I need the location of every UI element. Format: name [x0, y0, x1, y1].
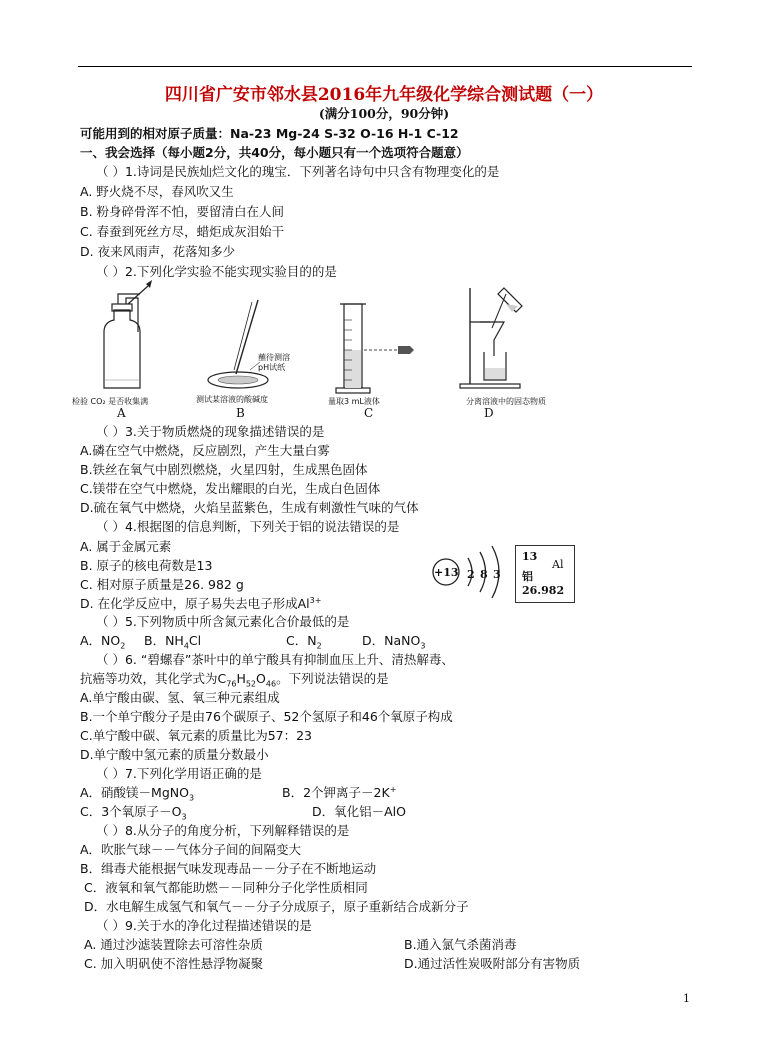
- element-atomic-mass: 26.982: [522, 584, 565, 597]
- question-4-option-d: D. 在化学反应中，原子易失去电子形成$Al^{3+}$: [80, 595, 322, 611]
- question-5-option-a: A．$NO_2$: [80, 633, 126, 651]
- question-8-stem: （ ）8.从分子的角度分析，下列解释错误的是: [96, 823, 350, 838]
- question-6-option-d: D.单宁酸中氢元素的质量分数最小: [80, 747, 269, 762]
- header-rule: [78, 66, 692, 67]
- element-atomic-number: 13: [522, 550, 538, 563]
- question-3-option-a: A.磷在空气中燃烧，反应剧烈，产生大量白雾: [80, 443, 330, 458]
- figure-c-cylinder: [330, 300, 420, 396]
- question-7-option-b: B．2个钾离子－2K+: [282, 784, 397, 800]
- question-8-option-d: D．水电解生成氢气和氧气－－分子分成原子，原子重新结合成新分子: [84, 899, 469, 914]
- question-6-option-a: A.单宁酸由碳、氢、氧三种元素组成: [80, 690, 280, 705]
- section-heading: 一、我会选择（每小题2分，共40分，每小题只有一个选项符合题意）: [80, 145, 469, 160]
- question-1-option-b: B. 粉身碎骨浑不怕，要留清白在人间: [80, 204, 285, 219]
- page-title: 四川省广安市邻水县2016年九年级化学综合测试题（一）: [164, 85, 604, 105]
- figure-b-caption: 测试某溶液的酸碱度: [196, 395, 268, 404]
- question-1-option-d: D. 夜来风雨声，花落知多少: [80, 244, 236, 259]
- figure-a-letter: A: [117, 406, 126, 420]
- question-5-option-c: C．$N_2$: [286, 633, 322, 651]
- figure-b-letter: B: [236, 406, 245, 420]
- question-6-option-c: C.单宁酸中碳、氧元素的质量比为57：23: [80, 728, 313, 743]
- question-7-option-a: A．硝酸镁－MgNO$_3$: [80, 785, 195, 803]
- atom-shell-1: 2: [467, 568, 475, 581]
- question-3-option-d: D.硫在氧气中燃烧，火焰呈蓝紫色，生成有刺激性气味的气体: [80, 500, 419, 515]
- page-subtitle: (满分100分，90分钟): [318, 106, 450, 121]
- question-8-option-b: B．缉毒犬能根据气味发现毒品－－分子在不断地运动: [80, 861, 377, 876]
- question-8-option-c: C．液氧和氧气都能助燃－－同种分子化学性质相同: [84, 880, 368, 895]
- question-9-option-c: C. 加入明矾使不溶性悬浮物凝聚: [84, 956, 264, 971]
- question-9-option-a: A. 通过沙滤装置除去可溶性杂质: [84, 937, 263, 952]
- atom-nucleus-label: +13: [434, 566, 459, 579]
- question-8-option-a: A．吹胀气球－－气体分子间的间隔变大: [80, 842, 302, 857]
- question-5-option-d: D．NaNO$_3$: [362, 633, 426, 651]
- question-3-option-b: B.铁丝在氧气中剧烈燃烧，火星四射，生成黑色固体: [80, 462, 368, 477]
- figure-b-label-paper: pH试纸: [258, 363, 286, 372]
- question-9-option-d: D.通过活性炭吸附部分有害物质: [404, 956, 581, 971]
- question-4-stem: （ ）4.根据图的信息判断，下列关于铝的说法错误的是: [96, 519, 400, 534]
- figure-a-gas-bottle: [90, 292, 160, 392]
- question-7-option-c: C．3个氧原子$-O_3$: [80, 804, 187, 822]
- question-2-stem: （ ）2.下列化学实验不能实现实验目的的是: [96, 264, 337, 279]
- page-number: 1: [683, 992, 690, 1005]
- question-1-option-c: C. 春蚕到死丝方尽，蜡炬成灰泪始干: [80, 224, 285, 239]
- element-symbol: Al: [552, 558, 564, 571]
- question-4-option-c: C. 相对原子质量是26. 982 g: [80, 577, 244, 592]
- figure-b-label-liquid: 蘸待测溶: [258, 353, 290, 362]
- question-4-option-b: B. 原子的核电荷数是13: [80, 558, 213, 573]
- figure-d-letter: D: [484, 406, 494, 420]
- question-7-option-d: D．氧化铝－AlO: [312, 804, 406, 819]
- element-name: 铝: [522, 570, 533, 583]
- question-1-stem: （ ）1.诗词是民族灿烂文化的瑰宝．下列著名诗句中只含有物理变化的是: [96, 164, 500, 179]
- figure-d-caption: 分离溶液中的固态物质: [466, 397, 546, 406]
- question-1-option-a: A. 野火烧不尽，春风吹又生: [80, 184, 234, 199]
- element-card: [515, 545, 575, 603]
- question-5-stem: （ ）5.下列物质中所含氮元素化合价最低的是: [96, 614, 350, 629]
- figure-d-filtration: [450, 284, 550, 390]
- atom-shell-2: 8: [480, 568, 488, 581]
- figure-a-caption: 检验 CO₂ 是否收集满: [72, 397, 149, 406]
- figure-b-ph-test: [200, 300, 280, 390]
- question-6-option-b: B.一个单宁酸分子是由76个碳原子、52个氢原子和46个氧原子构成: [80, 709, 453, 724]
- question-3-stem: （ ）3.关于物质燃烧的现象描述错误的是: [96, 424, 325, 439]
- question-9-stem: （ ）9.关于水的净化过程描述错误的是: [96, 918, 312, 933]
- question-9-option-b: B.通入氯气杀菌消毒: [404, 937, 517, 952]
- question-4-option-a: A. 属于金属元素: [80, 539, 172, 554]
- question-7-stem: （ ）7.下列化学用语正确的是: [96, 766, 262, 781]
- question-3-option-c: C.镁带在空气中燃烧，发出耀眼的白光，生成白色固体: [80, 481, 381, 496]
- atom-shell-3: 3: [493, 568, 501, 581]
- question-6-stem-line2: 抗癌等功效，其化学式为$C_{76}H_{52}O_{46}$。下列说法错误的是: [80, 671, 389, 689]
- figure-c-caption: 量取3 mL液体: [328, 397, 380, 406]
- atomic-masses-line: 可能用到的相对原子质量：Na-23 Mg-24 S-32 O-16 H-1 C-12: [80, 126, 459, 141]
- question-6-stem-line1: （ ）6. “碧螺春”茶叶中的单宁酸具有抑制血压上升、清热解毒、: [96, 652, 454, 667]
- question-5-option-b: B．$NH_4Cl$: [144, 633, 202, 651]
- figure-c-letter: C: [364, 406, 374, 420]
